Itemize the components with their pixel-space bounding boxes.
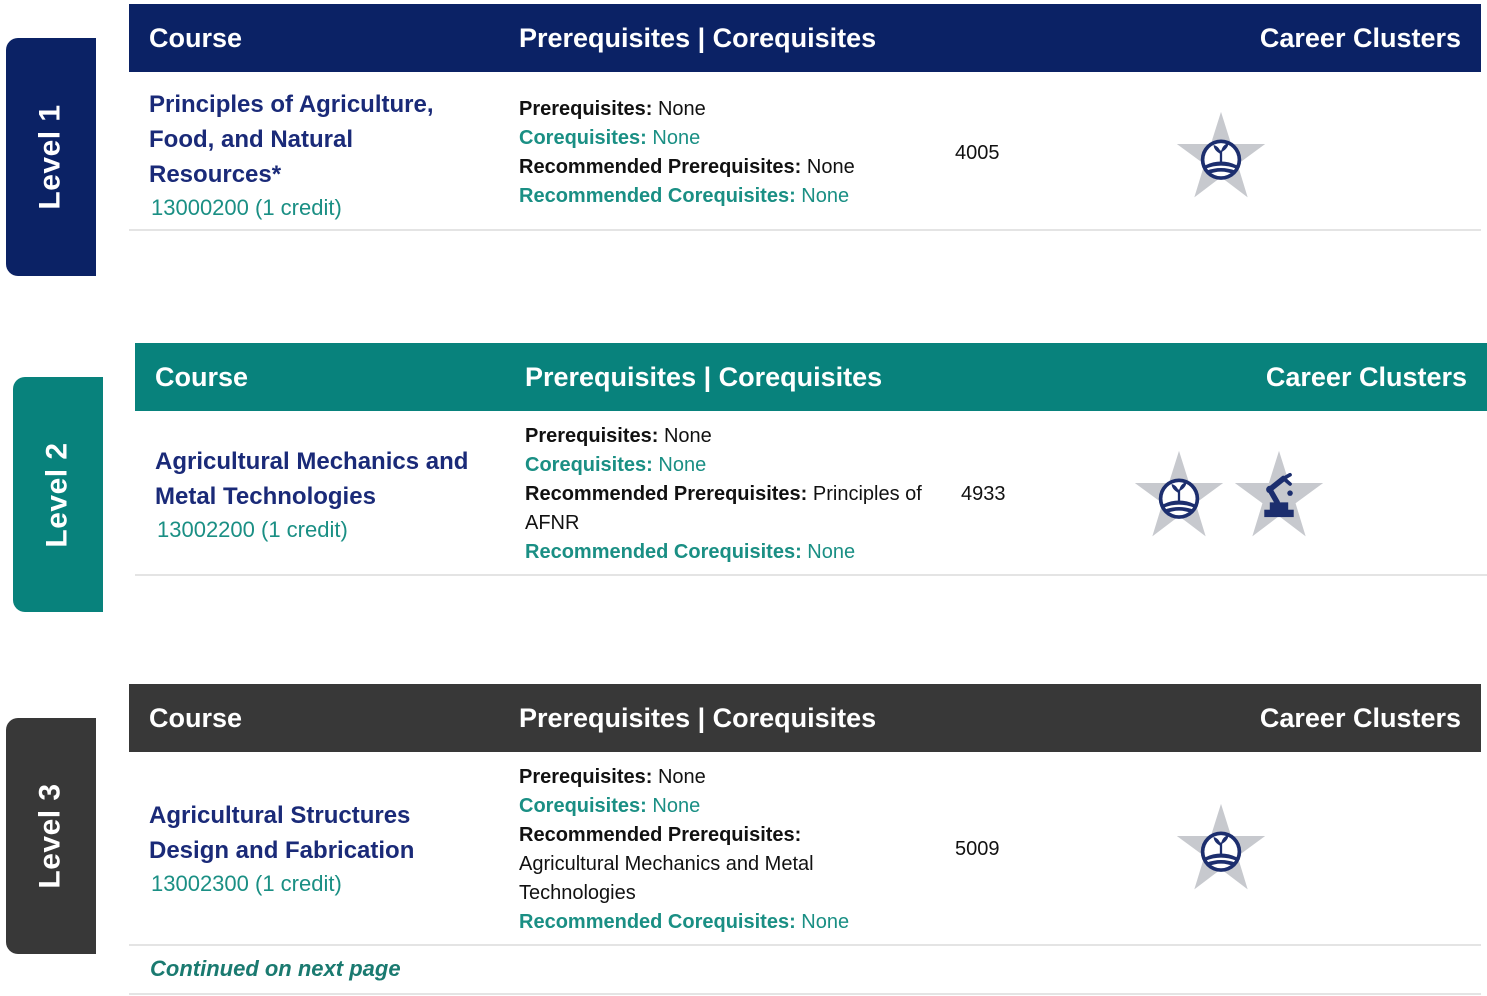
level-1-tab xyxy=(6,38,96,276)
coreq-label: Corequisites: xyxy=(525,454,653,476)
manufacturing-star-icon xyxy=(1231,449,1327,541)
course-number: 4933 xyxy=(961,483,1006,505)
row-divider xyxy=(129,229,1481,231)
prereq-list xyxy=(519,95,929,211)
cluster-icons xyxy=(1173,802,1269,894)
header-prereq: Prerequisites | Corequisites xyxy=(519,23,877,53)
course-title xyxy=(149,798,414,900)
course-code: 13002200 (1 credit) xyxy=(157,517,348,542)
course-title-line: Agricultural Mechanics and xyxy=(155,448,469,475)
header-clusters: Career Clusters xyxy=(1265,362,1467,392)
level-2-label: Level 2 xyxy=(41,441,75,548)
rec-coreq-value: None xyxy=(801,185,850,207)
header-course: Course xyxy=(149,23,243,53)
course-code: 13002300 (1 credit) xyxy=(151,871,342,896)
prereq-label: Prerequisites: xyxy=(519,766,653,788)
rec-prereq-value: Principles of AFNR xyxy=(525,483,922,534)
course-title xyxy=(155,444,468,546)
header-prereq: Prerequisites | Corequisites xyxy=(525,362,883,392)
prereq-list xyxy=(519,763,879,937)
prereq-value: None xyxy=(663,425,712,447)
bottom-divider xyxy=(129,993,1481,995)
prereq-list xyxy=(525,422,935,567)
coreq-label: Corequisites: xyxy=(519,127,647,149)
course-title xyxy=(149,87,434,224)
level-3-tab xyxy=(6,718,96,954)
level-3-block xyxy=(129,684,1481,948)
level-2-header xyxy=(135,343,1487,411)
level-3-label: Level 3 xyxy=(34,783,68,889)
agriculture-star-icon xyxy=(1173,802,1269,894)
rec-prereq-value: None xyxy=(806,156,855,178)
prereq-label: Prerequisites: xyxy=(519,98,653,120)
rec-prereq-label: Recommended Prerequisites: xyxy=(519,156,802,178)
course-code: 13000200 (1 credit) xyxy=(151,195,342,220)
header-prereq: Prerequisites | Corequisites xyxy=(519,703,877,733)
rec-coreq-label: Recommended Corequisites: xyxy=(525,541,802,563)
row-divider xyxy=(135,574,1487,576)
course-number: 4005 xyxy=(955,142,1000,164)
header-clusters: Career Clusters xyxy=(1259,23,1461,53)
level-1-label: Level 1 xyxy=(34,104,68,210)
rec-prereq-label: Recommended Prerequisites: xyxy=(519,824,802,846)
level-3-header xyxy=(129,684,1481,752)
level-2-tab xyxy=(13,377,103,612)
header-clusters: Career Clusters xyxy=(1259,703,1461,733)
coreq-value: None xyxy=(652,795,701,817)
course-title-line: Resources* xyxy=(149,161,282,188)
prereq-value: None xyxy=(657,766,706,788)
agriculture-star-icon xyxy=(1131,449,1227,541)
rec-coreq-label: Recommended Corequisites: xyxy=(519,185,796,207)
cluster-icons xyxy=(1173,110,1269,202)
level-1-block xyxy=(129,4,1481,234)
rec-coreq-value: None xyxy=(807,541,856,563)
level-1-header xyxy=(129,4,1481,72)
coreq-label: Corequisites: xyxy=(519,795,647,817)
course-title-line: Agricultural Structures xyxy=(149,802,411,829)
course-title-line: Metal Technologies xyxy=(155,483,376,510)
course-title-line: Principles of Agriculture, xyxy=(149,91,434,118)
row-divider xyxy=(129,944,1481,946)
rec-coreq-label: Recommended Corequisites: xyxy=(519,911,796,933)
coreq-value: None xyxy=(658,454,707,476)
rec-prereq-value: Agricultural Mechanics and Metal Technologies xyxy=(519,853,814,904)
coreq-value: None xyxy=(652,127,701,149)
cluster-icons xyxy=(1131,449,1327,541)
agriculture-star-icon xyxy=(1173,110,1269,202)
rec-prereq-label: Recommended Prerequisites: xyxy=(525,483,808,505)
prereq-value: None xyxy=(657,98,706,120)
rec-coreq-value: None xyxy=(801,911,850,933)
course-number: 5009 xyxy=(955,838,1000,860)
course-title-line: Food, and Natural xyxy=(149,126,353,153)
header-course: Course xyxy=(155,362,249,392)
level-2-block xyxy=(135,343,1487,578)
continued-note: Continued on next page xyxy=(150,956,401,981)
course-title-line: Design and Fabrication xyxy=(149,837,415,864)
prereq-label: Prerequisites: xyxy=(525,425,659,447)
header-course: Course xyxy=(149,703,243,733)
